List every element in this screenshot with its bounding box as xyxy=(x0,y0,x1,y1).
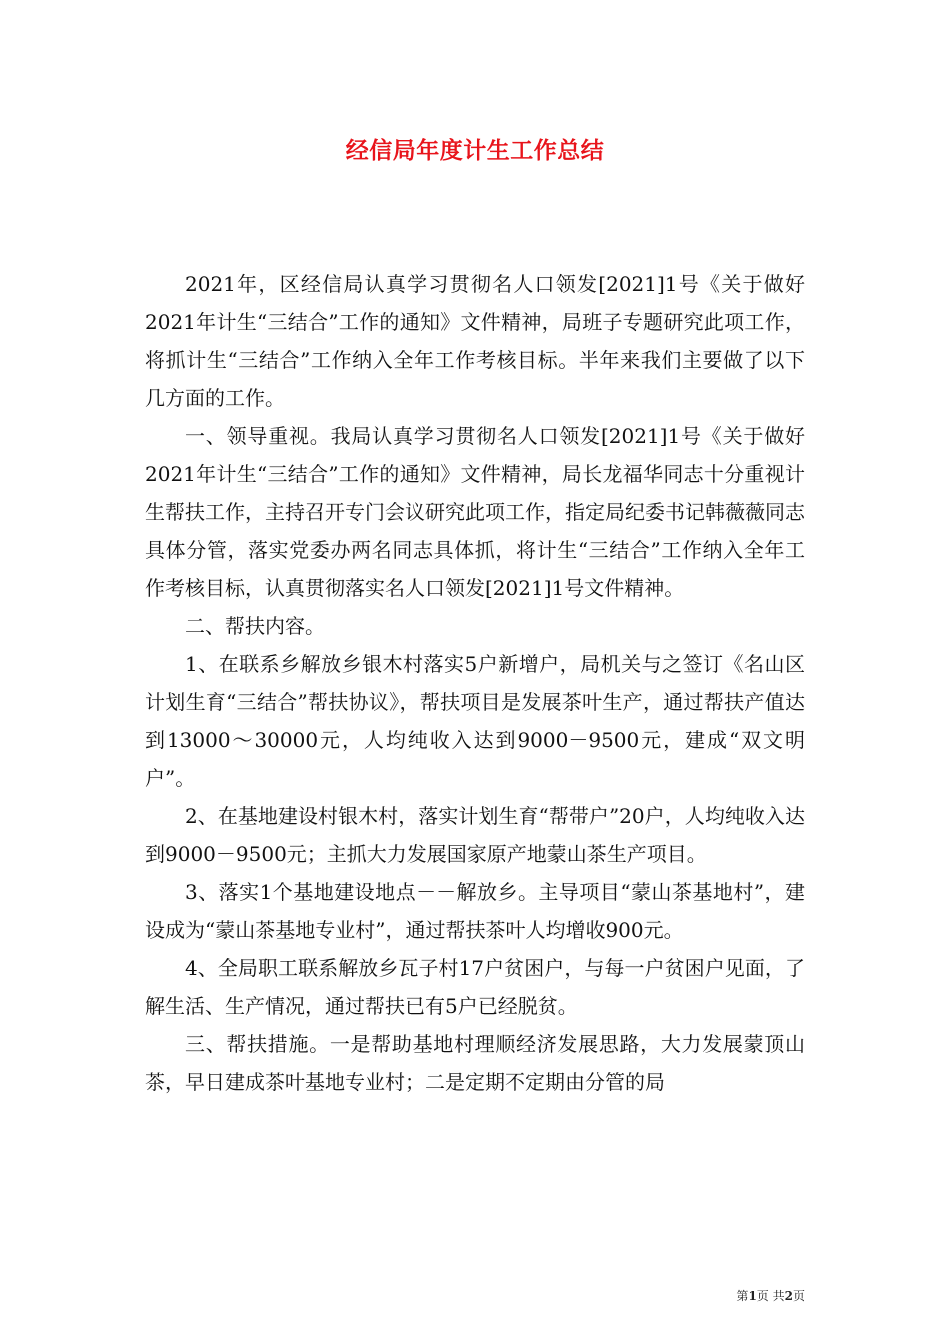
document-title: 经信局年度计生工作总结 xyxy=(345,138,605,164)
paragraph-measures: 三、帮扶措施。一是帮助基地村理顺经济发展思路，大力发展蒙顶山茶，早日建成茶叶基地专业村；二是定期不定期由分管的局 xyxy=(145,1032,805,1094)
paragraph-leadership: 一、领导重视。我局认真学习贯彻名人口领发[2021]1号《关于做好2021年计生“三结合”工作的通知》文件精神，局长龙福华同志十分重视计生帮扶工作，主持召开专门会议研究此项工作，指定局纪委书记韩薇薇同志具体分管，落实党委办两名同志具体抓，将计生“三结合”工作纳入全年工作考核目标，认真贯彻落实名人口领发[2021]1号文件精神。 xyxy=(145,424,805,600)
footer-prefix: 第 xyxy=(736,1289,749,1303)
paragraph-item-2: 2、在基地建设村银木村，落实计划生育“帮带户”20户，人均纯收入达到9000－9500元；主抓大力发展国家原产地蒙山茶生产项目。 xyxy=(145,804,805,866)
footer-total-pages: 2 xyxy=(784,1289,793,1303)
footer-middle: 页 共 xyxy=(756,1289,785,1303)
document-body xyxy=(145,265,805,1101)
paragraph-item-4: 4、全局职工联系解放乡瓦子村17户贫困户，与每一户贫困户见面，了解生活、生产情况，通过帮扶已有5户已经脱贫。 xyxy=(145,956,805,1018)
paragraph-help-content-heading: 二、帮扶内容。 xyxy=(185,614,325,638)
footer-current-page: 1 xyxy=(748,1289,757,1303)
paragraph-item-1: 1、在联系乡解放乡银木村落实5户新增户，局机关与之签订《名山区计划生育“三结合”帮扶协议》，帮扶项目是发展茶叶生产，通过帮扶产值达到13000～30000元，人均纯收入达到9000－9500元，建成“双文明户”。 xyxy=(145,652,805,790)
page-number-footer xyxy=(736,1287,805,1304)
paragraph-item-3: 3、落实1个基地建设地点－－解放乡。主导项目“蒙山茶基地村”，建设成为“蒙山茶基地专业村”，通过帮扶茶叶人均增收900元。 xyxy=(145,880,805,942)
paragraph-intro: 2021年，区经信局认真学习贯彻名人口领发[2021]1号《关于做好2021年计生“三结合”工作的通知》文件精神，局班子专题研究此项工作，将抓计生“三结合”工作纳入全年工作考核目标。半年来我们主要做了以下几方面的工作。 xyxy=(145,272,805,410)
footer-suffix: 页 xyxy=(792,1289,805,1303)
